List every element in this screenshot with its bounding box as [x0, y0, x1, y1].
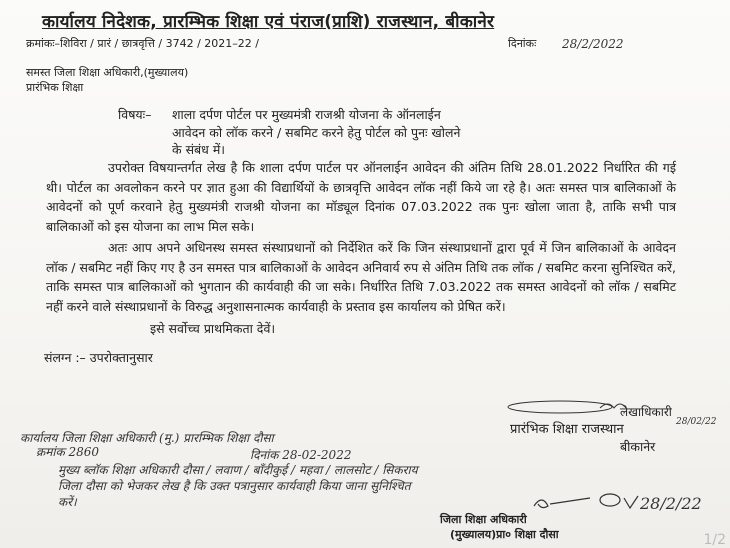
enclosure-line: संलग्न :– उपरोक्तानुसार: [44, 350, 153, 365]
body-paragraph-1: उपरोक्त विषयान्तर्गत लेख है कि शाला दर्पण पार्टल पर ऑनलाईन आवेदन की अंतिम तिथि 28.01.2022 निर्धारित की गई थी। पोर्टल का अवलोकन करने पर ज्ञात हुआ की विद्यार्थियों के छात्रवृत्ति आवेदन लॉक नहीं किये जा रहे है। अतः समस्त पात्र बालिकाओं के आवेदनों को पूर्ण करवाने हेतु मुख्यमंत्री राजश्री योजना का मॉड्यूल दिनांक 07.03.2022 तक पुनः खोला जाता है, ताकि सभी पात्र बालिकाओं को इस योजना का लाभ मिल सके।: [46, 160, 676, 234]
addressee-line-1: समस्त जिला शिक्षा अधिकारी,(मुख्यालय): [26, 66, 189, 79]
endorsement-signature-icon: [530, 492, 640, 514]
page-indicator: 1/2: [703, 532, 726, 548]
priority-line: इसे सर्वोच्च प्राथमिकता देवें।: [150, 321, 276, 336]
signatory-office: प्रारंभिक शिक्षा राजस्थान: [510, 422, 624, 437]
date-value: 28/2/2022: [562, 37, 624, 51]
endorsement-line-2: जिला दौसा को भेजकर लेख है कि उक्त पत्रानुसार कार्यवाही किया जाना सुनिश्चित: [58, 479, 411, 493]
endorsement-office: कार्यालय जिला शिक्षा अधिकारी (मु.) प्रारम्भिक शिक्षा दौसा: [20, 431, 274, 445]
subject-line-2: आवेदन को लॉक करने / सबमिट करने हेतु पोर्टल को पुनः खोलने: [172, 125, 461, 140]
date-label: दिनांकः: [508, 37, 537, 50]
signatory-title: लेखाधिकारी: [620, 405, 672, 419]
endorsement-line-1: मुख्य ब्लॉक शिक्षा अधिकारी दौसा / लवाण / बाँदीकुई / महवा / लालसोट / सिकराय: [58, 463, 418, 477]
signatory-date: 28/02/22: [676, 417, 717, 427]
office-heading: कार्यालय निदेशक, प्रारम्भिक शिक्षा एवं पंराज(प्राशि) राजस्थान, बीकानेर: [42, 12, 495, 32]
subject-line-3: के संबंध में।: [172, 142, 226, 157]
signatory-city: बीकानेर: [620, 439, 656, 454]
stamp-line-2: (मुख्यालय)प्रा० शिक्षा दौसा: [450, 528, 559, 541]
subject-label: विषयः–: [118, 107, 152, 122]
signature-scribble-icon: [505, 396, 635, 418]
subject-line-1: शाला दर्पण पोर्टल पर मुख्यमंत्री राजश्री योजना के ऑनलाईन: [172, 107, 441, 122]
addressee-line-2: प्रारंभिक शिक्षा: [26, 81, 84, 94]
endorsement-line-3: करें।: [58, 495, 77, 509]
endorsement-date: दिनांक 28-02-2022: [250, 448, 352, 462]
stamp-line-1: जिला शिक्षा अधिकारी: [440, 513, 527, 526]
endorsement-ref: क्रमांक 2860: [36, 445, 100, 459]
body-paragraph-2: अतः आप अपने अधिनस्थ समस्त संस्थाप्रधानों को निर्देशित करें कि जिन संस्थाप्रधानों द्वारा पूर्व में जिन बालिकाओं के आवेदन लॉक / सबमिट नहीं किए गए है उन समस्त पात्र बालिकाओं के आवेदन अनिवार्य रुप से अंतिम तिथि तक लॉक / सबमिट करना सुनिश्चित करें, ताकि समस्त पात्र बालिकाओं को भुगतान की कार्यवाही की जा सके। निर्धारित तिथि 7.03.2022 तक समस्त आवेदनों को लॉक / सबमिट नहीं करने वाले संस्थाप्रधानों के विरुद्ध अनुशासनात्मक कार्यवाही के प्रस्ताव इस कार्यालय को प्रेषित करें।: [46, 240, 676, 314]
endorsement-sign-date: 28/2/22: [640, 494, 702, 513]
reference-number: क्रमांकः–शिविरा / प्रारं / छात्रवृत्ति / 3742 / 2021–22 /: [26, 37, 259, 50]
